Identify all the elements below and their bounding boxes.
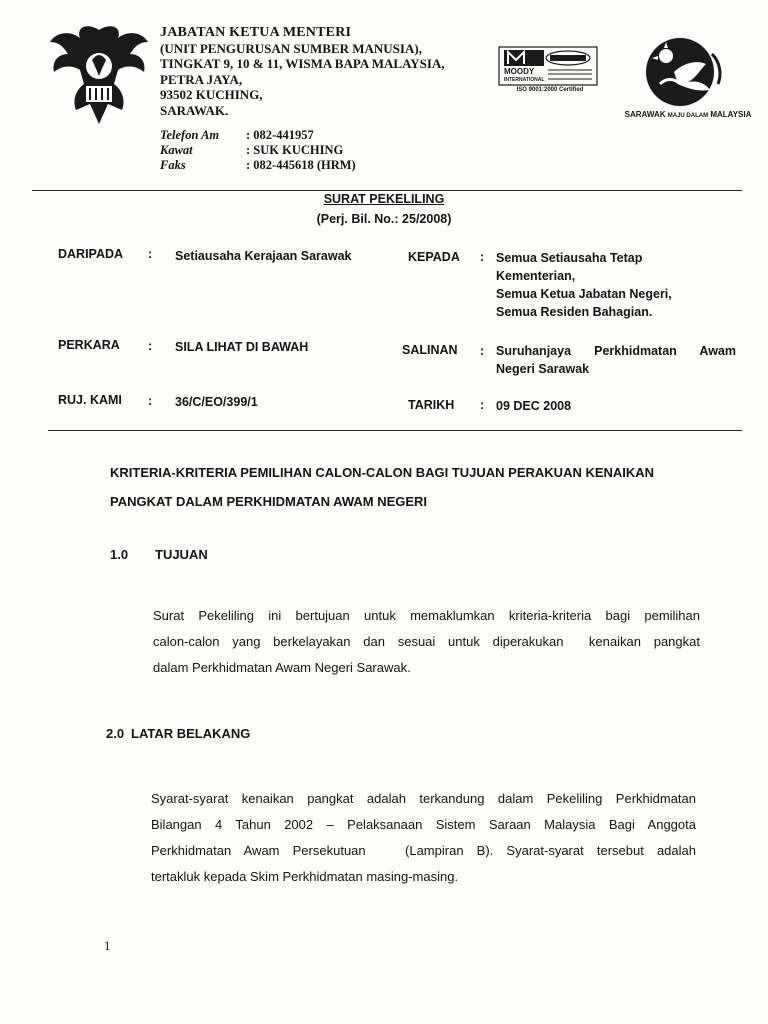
circular-title: SURAT PEKELILING (323, 192, 445, 206)
perkara-value: SILA LIHAT DI BAWAH (175, 340, 309, 354)
contact-row (160, 143, 356, 158)
paragraph-line: dalam Perkhidmatan Awam Negeri Sarawak. (153, 660, 411, 675)
tagline-sarawak: SARAWAK (624, 110, 666, 119)
circular-reference: (Perj. Bil. No.: 25/2008) (316, 212, 452, 226)
paragraph-line: Bilangan 4 Tahun 2002 – Pelaksanaan Sistem Saraan Malaysia Bagi Anggota (151, 817, 696, 832)
paragraph-line: Surat Pekeliling ini bertujuan untuk memaklumkan kriteria-kriteria bagi pemilihan (153, 608, 700, 623)
kepada-label: KEPADA (408, 250, 460, 264)
paragraph-line: Syarat-syarat kenaikan pangkat adalah terkandung dalam Pekeliling Perkhidmatan (151, 791, 696, 806)
tagline-malaysia: MALAYSIA (710, 110, 752, 119)
ruj-kami-value: 36/C/EO/399/1 (175, 395, 258, 409)
contact-row (160, 128, 356, 143)
recipient-line: Semua Setiausaha Tetap (496, 251, 643, 265)
contact-label: Faks (160, 158, 186, 172)
section-2-number: 2.0 (106, 726, 125, 741)
sarawak-emblem-icon (640, 34, 724, 110)
recipient-line: Semua Residen Bahagian. (496, 305, 653, 319)
organisation-address (160, 25, 445, 118)
letterhead-divider (32, 190, 742, 191)
tarikh-label: TARIKH (408, 398, 455, 412)
daripada-value: Setiausaha Kerajaan Sarawak (175, 249, 352, 263)
contact-value: : SUK KUCHING (246, 143, 344, 157)
section-1-title: TUJUAN (155, 547, 208, 562)
recipient-line: Semua Ketua Jabatan Negeri, (496, 287, 672, 301)
recipient-line: Kementerian, (496, 269, 576, 283)
address-line: SARAWAK. (160, 102, 229, 118)
cert-caption: ISO 9001:2000 Certified (516, 87, 584, 93)
organisation-name: JABATAN KETUA MENTERI (160, 25, 352, 40)
kepada-recipients (496, 249, 672, 321)
perkara-colon: : (148, 339, 153, 353)
contact-label: Kawat (160, 143, 193, 157)
header-divider (48, 430, 742, 431)
section-1-paragraph (153, 603, 700, 681)
ruj-kami-colon: : (148, 394, 153, 408)
salinan-colon: : (480, 344, 485, 358)
sarawak-tagline (618, 110, 758, 119)
contact-details (160, 128, 356, 173)
address-line: (UNIT PENGURUSAN SUMBER MANUSIA), (160, 40, 422, 56)
paragraph-line: tertakluk kepada Skim Perkhidmatan masing-masing. (151, 869, 459, 884)
cert-subname: INTERNATIONAL (504, 77, 545, 83)
salinan-value (496, 342, 736, 378)
salinan-line: Suruhanjaya Perkhidmatan Awam (496, 344, 736, 358)
salinan-label: SALINAN (402, 343, 458, 357)
iso-certification-logo (498, 46, 598, 90)
tarikh-value: 09 DEC 2008 (496, 399, 572, 413)
state-crest-icon (46, 20, 152, 128)
section-2-title: LATAR BELAKANG (131, 726, 251, 741)
contact-row (160, 158, 356, 173)
ruj-kami-label: RUJ. KAMI (58, 393, 122, 407)
cert-name: MOODY (504, 67, 535, 76)
margin-mark: 1 (104, 938, 111, 953)
perkara-label: PERKARA (58, 338, 120, 352)
daripada-label: DARIPADA (58, 247, 124, 261)
section-2-paragraph (151, 786, 696, 890)
contact-value: : 082-445618 (HRM) (246, 158, 356, 172)
address-line: PETRA JAYA, (160, 71, 243, 87)
kepada-colon: : (480, 250, 485, 264)
subject-heading (110, 458, 740, 516)
paragraph-line: calon-calon yang berkelayakan dan sesuai untuk diperakukan kenaikan pangkat (153, 634, 700, 649)
subject-line: PANGKAT DALAM PERKHIDMATAN AWAM NEGERI (110, 494, 428, 509)
daripada-colon: : (148, 247, 153, 261)
address-line: TINGKAT 9, 10 & 11, WISMA BAPA MALAYSIA, (160, 56, 445, 71)
paragraph-line: Perkhidmatan Awam Persekutuan (Lampiran B). Syarat-syarat tersebut adalah (151, 843, 696, 858)
contact-label: Telefon Am (160, 128, 220, 142)
section-1-number: 1.0 (110, 547, 129, 562)
subject-line: KRITERIA-KRITERIA PEMILIHAN CALON-CALON BAGI TUJUAN PERAKUAN KENAIKAN (110, 465, 655, 480)
salinan-line: Negeri Sarawak (496, 362, 590, 376)
address-line: 93502 KUCHING, (160, 87, 263, 102)
tagline-maju: MAJU DALAM (667, 113, 709, 119)
tarikh-colon: : (480, 398, 485, 412)
contact-value: : 082-441957 (246, 128, 314, 142)
